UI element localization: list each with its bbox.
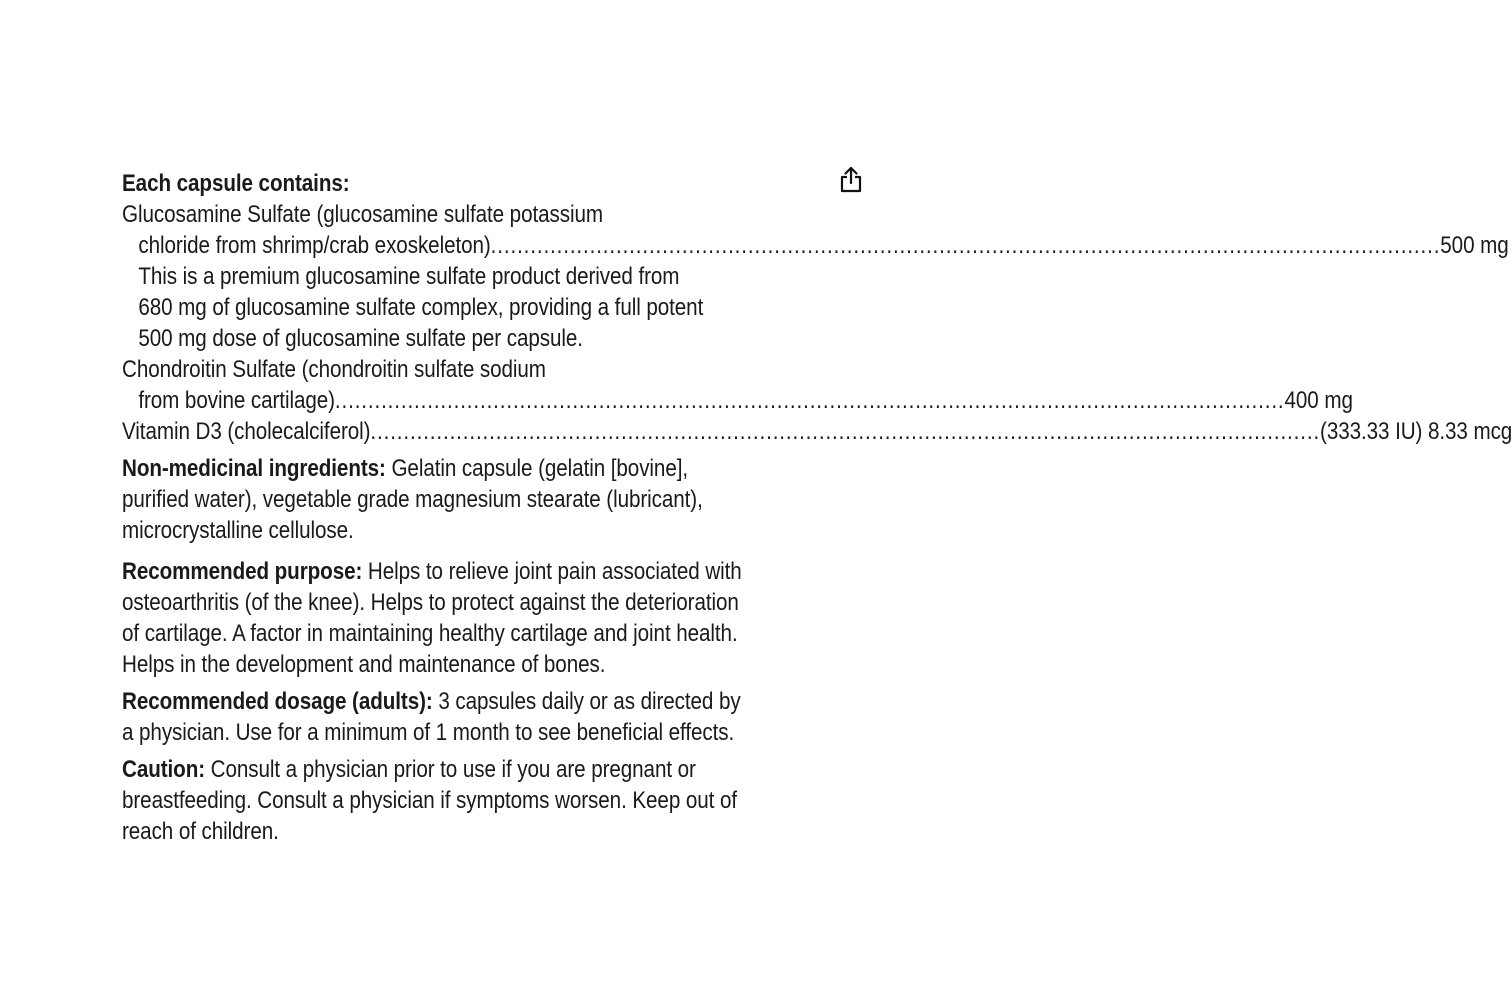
caution-heading: Caution: <box>122 756 206 783</box>
chondroitin-line-1: Chondroitin Sulfate (chondroitin sulfate sodium <box>122 356 546 383</box>
dosage-section <box>122 686 776 748</box>
non-medicinal-section <box>122 453 776 546</box>
vitamin-row <box>122 416 1512 447</box>
non-medicinal-text-2: purified water), vegetable grade magnesium stearate (lubricant), <box>122 486 703 513</box>
purpose-heading: Recommended purpose: <box>122 558 363 585</box>
glucosamine-line-1: Glucosamine Sulfate (glucosamine sulfate potassium <box>122 201 603 228</box>
share-icon <box>838 166 864 194</box>
non-medicinal-text-1: Gelatin capsule (gelatin [bovine], <box>385 455 689 482</box>
glucosamine-row <box>122 230 1509 261</box>
vitamin-line-1: Vitamin D3 (cholecalciferol) <box>122 418 371 445</box>
caution-text-1: Consult a physician prior to use if you are pregnant or <box>205 756 696 783</box>
supplement-label <box>122 168 1512 847</box>
glucosamine-line-2: chloride from shrimp/crab exoskeleton) <box>138 232 491 259</box>
chondroitin-line-2: from bovine cartilage) <box>138 387 335 414</box>
dosage-text-2: a physician. Use for a minimum of 1 month to see beneficial effects. <box>122 719 735 746</box>
caution-text-2: breastfeeding. Consult a physician if symptoms worsen. Keep out of <box>122 787 738 814</box>
share-button[interactable] <box>838 166 864 194</box>
purpose-text-1: Helps to relieve joint pain associated with <box>362 558 742 585</box>
non-medicinal-text-3: microcrystalline cellulose. <box>122 517 354 544</box>
dosage-heading: Recommended dosage (adults): <box>122 688 433 715</box>
glucosamine-note-3: 500 mg dose of glucosamine sulfate per capsule. <box>138 325 583 352</box>
dosage-text-1: 3 capsules daily or as directed by <box>432 688 741 715</box>
purpose-text-3: of cartilage. A factor in maintaining healthy cartilage and joint health. <box>122 620 738 647</box>
chondroitin-amount: 400 mg <box>1284 387 1353 414</box>
purpose-text-2: osteoarthritis (of the knee). Helps to protect against the deterioration <box>122 589 739 616</box>
caution-section <box>122 754 776 847</box>
glucosamine-note-1: This is a premium glucosamine sulfate product derived from <box>138 263 680 290</box>
contains-heading: Each capsule contains: <box>122 170 350 197</box>
glucosamine-amount: 500 mg <box>1440 232 1509 259</box>
purpose-text-4: Helps in the development and maintenance of bones. <box>122 651 606 678</box>
dot-leader: ................................................................................................................................................ <box>370 418 1321 445</box>
caution-text-3: reach of children. <box>122 818 279 845</box>
chondroitin-row <box>122 385 1353 416</box>
dot-leader: ................................................................................................................................................ <box>490 232 1441 259</box>
purpose-section <box>122 556 776 680</box>
glucosamine-note-2: 680 mg of glucosamine sulfate complex, providing a full potent <box>138 294 704 321</box>
non-medicinal-heading: Non-medicinal ingredients: <box>122 455 386 482</box>
dot-leader: ................................................................................................................................................ <box>334 387 1285 414</box>
vitamin-amount: (333.33 IU) 8.33 mcg <box>1320 418 1512 445</box>
